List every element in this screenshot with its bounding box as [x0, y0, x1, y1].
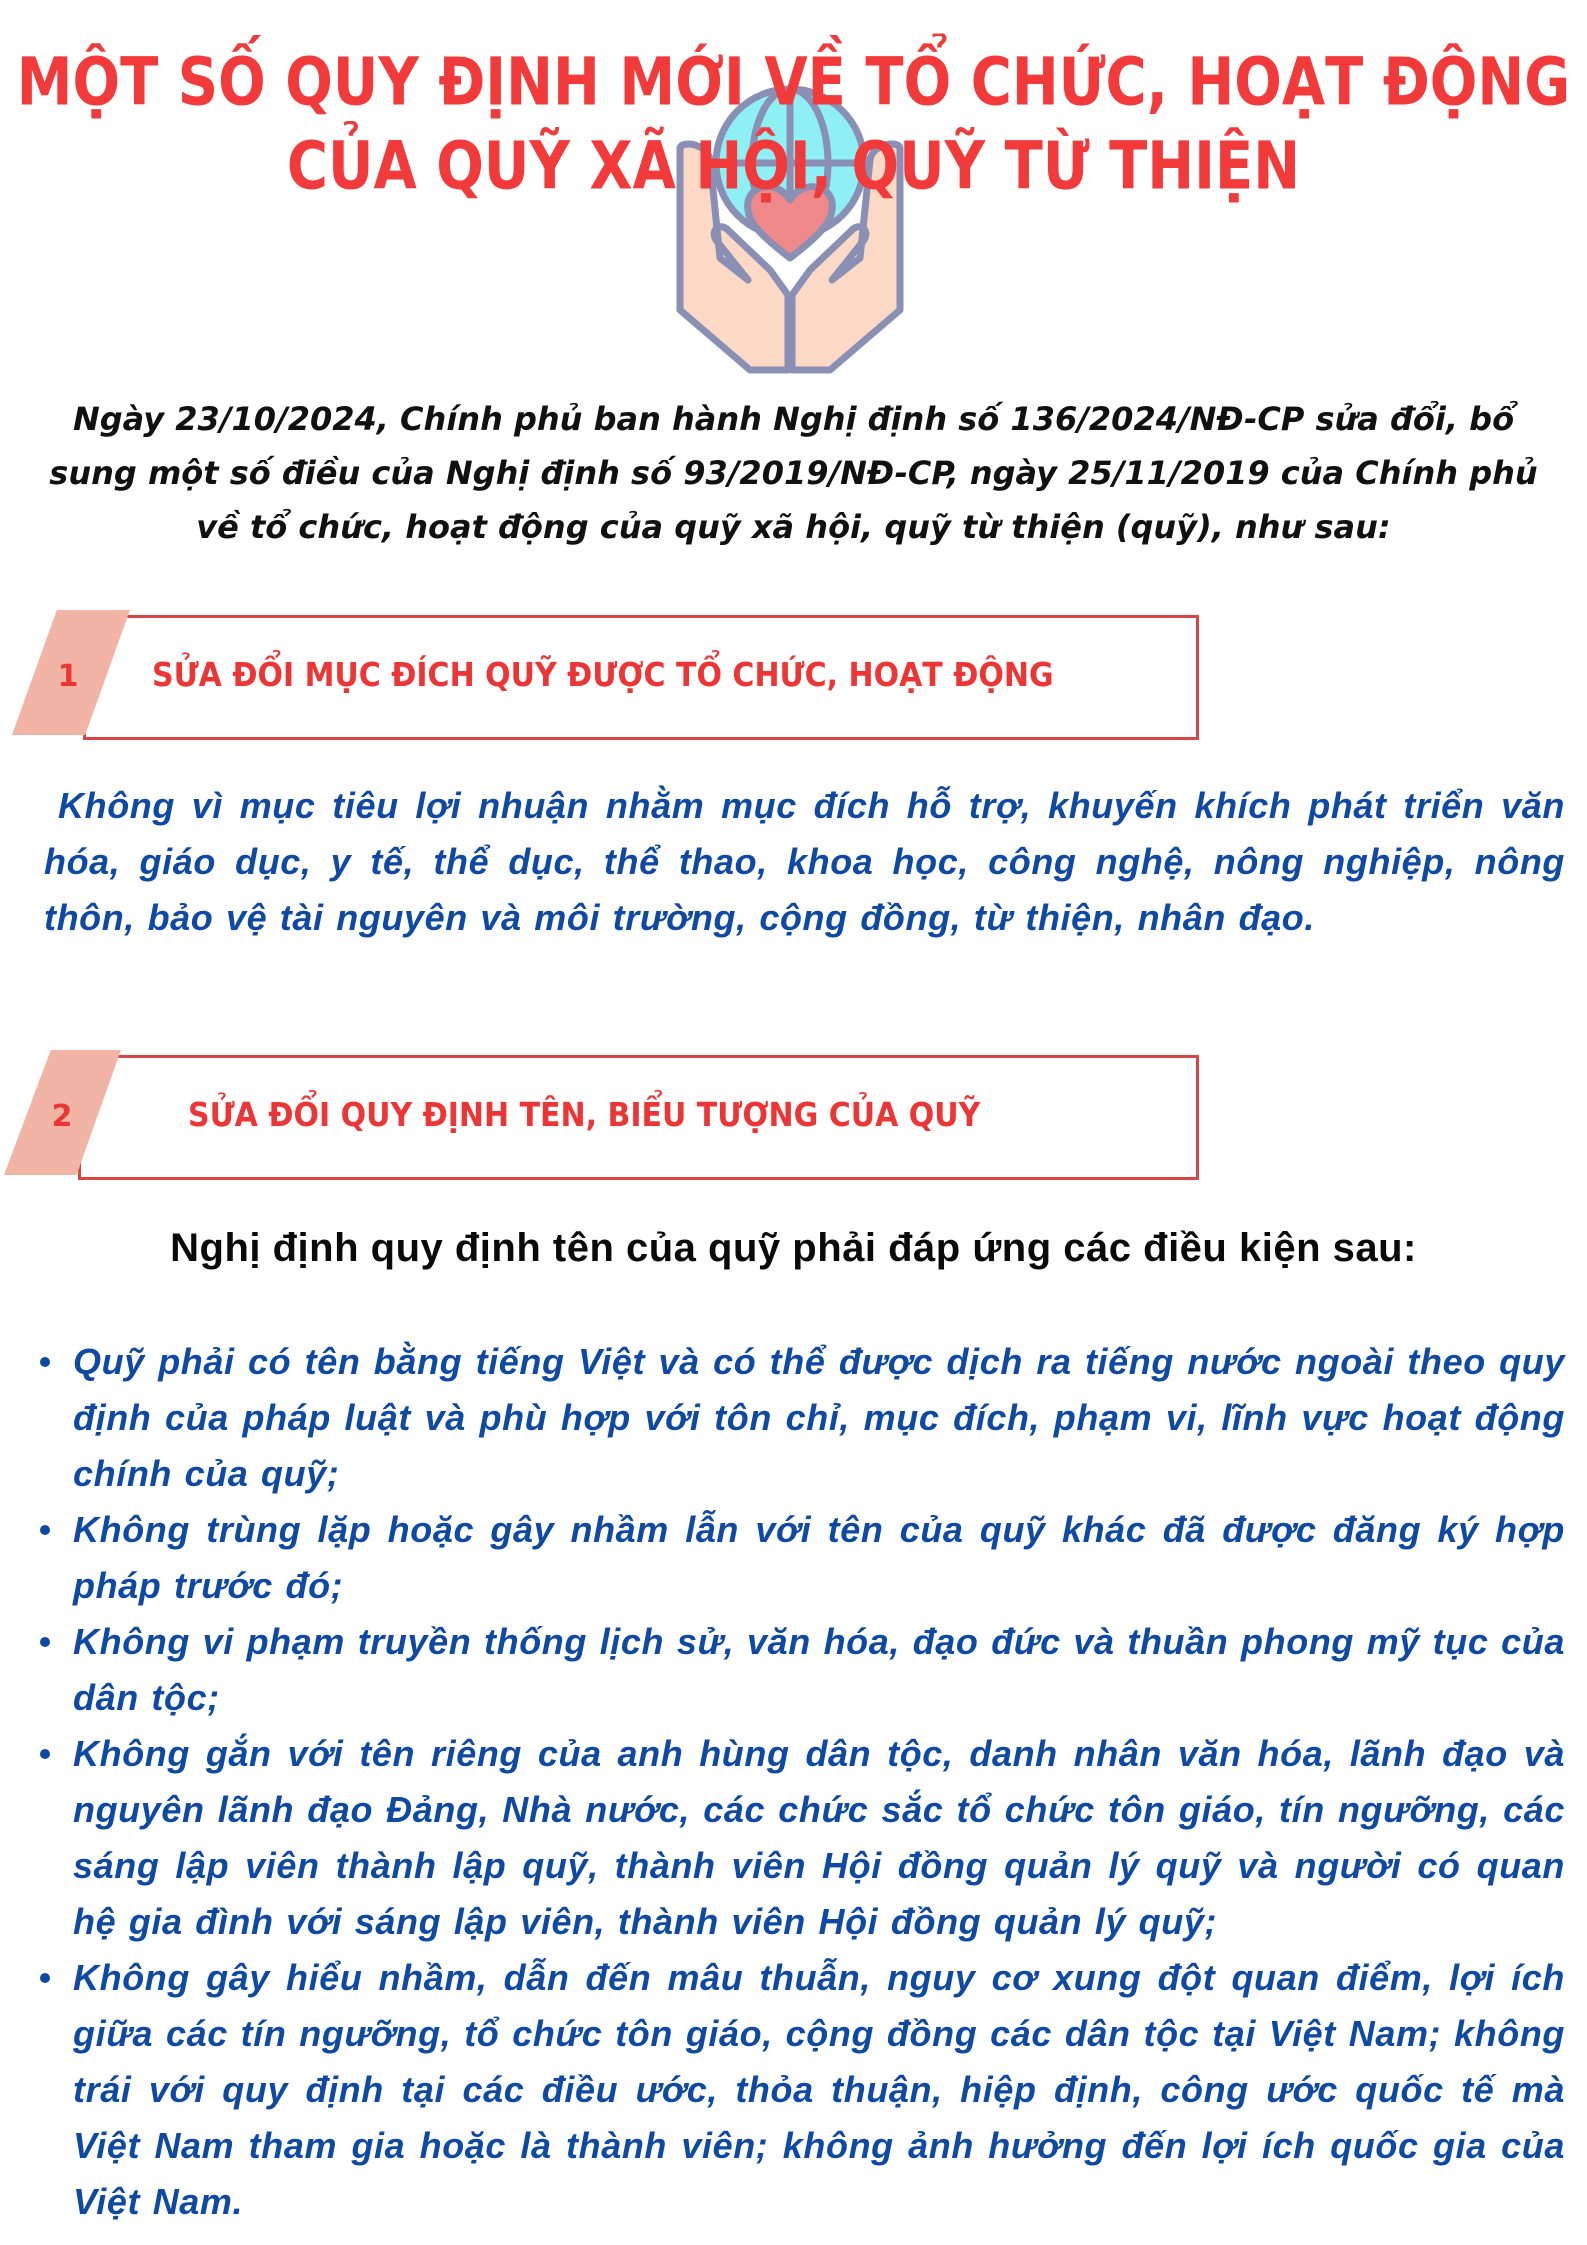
list-item-text: Không vi phạm truyền thống lịch sử, văn hóa, đạo đức và thuần phong mỹ tục của dân tộc;	[73, 1621, 1565, 1718]
bullet-icon	[40, 1749, 50, 1759]
bullet-icon	[40, 1637, 50, 1647]
bullet-icon	[40, 1525, 50, 1535]
list-item-text: Không gây hiểu nhầm, dẫn đến mâu thuẫn, nguy cơ xung đột quan điểm, lợi ích giữa các tín ngưỡng, tổ chức tôn giáo, cộng đồng các dân tộc tại Việt Nam; không trái với quy định tại các điều ước, thỏa thuận, hiệp định, công ước quốc tế mà Việt Nam tham gia hoặc là thành viên; không ảnh hưởng đến lợi ích quốc gia của Việt Nam.	[73, 1957, 1565, 2222]
hands-globe-heart-icon	[640, 80, 940, 380]
section-2-heading: SỬA ĐỔI QUY ĐỊNH TÊN, BIỂU TƯỢNG CỦA QUỸ	[188, 1096, 981, 1135]
section-1-header	[0, 610, 1220, 750]
list-item	[73, 1614, 1565, 1726]
section-2-subheading: Nghị định quy định tên của quỹ phải đáp ứng các điều kiện sau:	[170, 1226, 1417, 1270]
conditions-list	[73, 1334, 1565, 2230]
list-item-text: Không gắn với tên riêng của anh hùng dân tộc, danh nhân văn hóa, lãnh đạo và nguyên lãnh đạo Đảng, Nhà nước, các chức sắc tổ chức tôn giáo, tín ngưỡng, các sáng lập viên thành lập quỹ, thành viên Hội đồng quản lý quỹ và người có quan hệ gia đình với sáng lập viên, thành viên Hội đồng quản lý quỹ;	[73, 1733, 1565, 1942]
bullet-icon	[40, 1357, 50, 1367]
section-1-heading: SỬA ĐỔI MỤC ĐÍCH QUỸ ĐƯỢC TỔ CHỨC, HOẠT ĐỘNG	[152, 656, 1054, 695]
list-item	[73, 1502, 1565, 1614]
list-item	[73, 1950, 1565, 2230]
list-item	[73, 1334, 1565, 1502]
section-1-body: Không vì mục tiêu lợi nhuận nhằm mục đích hỗ trợ, khuyến khích phát triển văn hóa, giáo dục, y tế, thể dục, thể thao, khoa học, công nghệ, nông nghiệp, nông thôn, bảo vệ tài nguyên và môi trường, cộng đồng, từ thiện, nhân đạo.	[44, 785, 1565, 938]
list-item-text: Không trùng lặp hoặc gây nhầm lẫn với tên của quỹ khác đã được đăng ký hợp pháp trước đó;	[73, 1509, 1565, 1606]
intro-paragraph: Ngày 23/10/2024, Chính phủ ban hành Nghị định số 136/2024/NĐ-CP sửa đổi, bổ sung một số điều của Nghị định số 93/2019/NĐ-CP, ngày 25/11/2019 của Chính phủ về tổ chức, hoạt động của quỹ xã hội, quỹ từ thiện (quỹ), như sau:	[49, 400, 1538, 546]
page-title-line-1: MỘT SỐ QUY ĐỊNH MỚI VỀ TỔ CHỨC, HOẠT ĐỘNG	[16, 44, 1571, 122]
section-1-number: 1	[57, 659, 79, 694]
page-title-line-2: CỦA QUỸ XÃ HỘI, QUỸ TỪ THIỆN	[286, 128, 1301, 206]
list-item	[73, 1726, 1565, 1950]
bullet-icon	[40, 1973, 50, 1983]
section-2-header	[0, 1050, 1220, 1190]
section-2-number: 2	[51, 1099, 73, 1134]
list-item-text: Quỹ phải có tên bằng tiếng Việt và có thể được dịch ra tiếng nước ngoài theo quy định của pháp luật và phù hợp với tôn chỉ, mục đích, phạm vi, lĩnh vực hoạt động chính của quỹ;	[73, 1341, 1565, 1494]
